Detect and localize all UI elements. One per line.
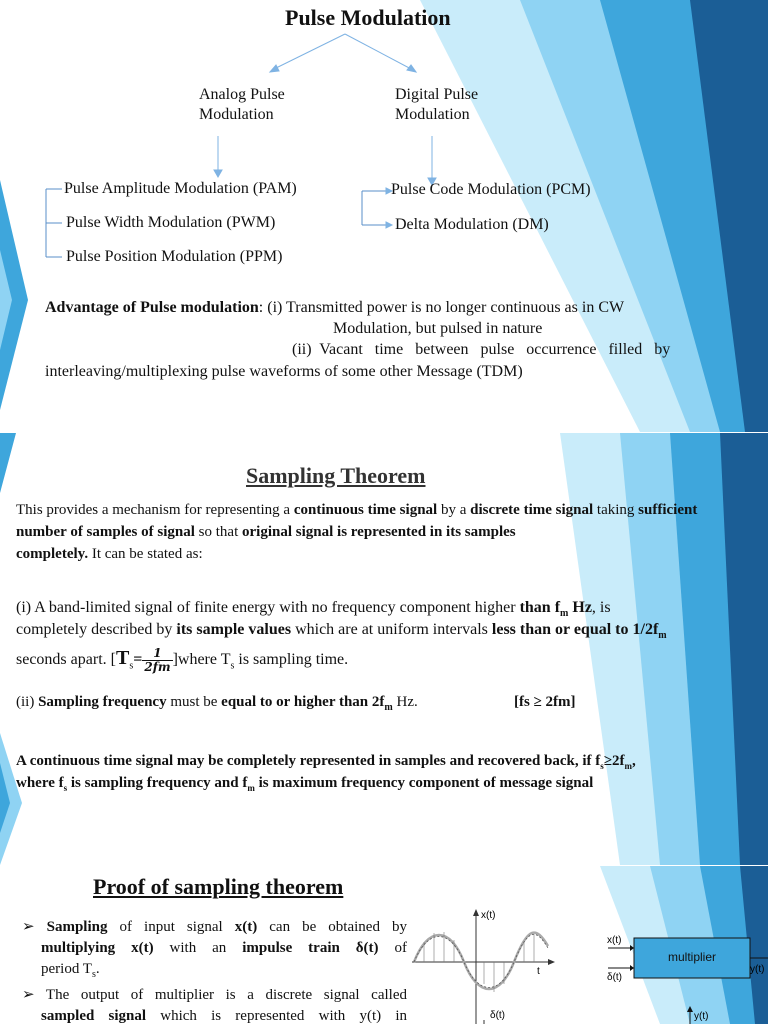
bullet-bold: sampled signal [41,1008,147,1024]
conclusion-text: is maximum frequency component of message signal [254,775,594,791]
bullet-arrow-icon: ➢ [22,987,46,1003]
bullet-text: which is represented with y(t) in [146,1008,408,1024]
bullet-arrow-icon: ➢ [22,919,47,935]
stmt-text: Hz. [392,694,418,710]
input-arrow-icon [630,945,634,951]
advantage-line4: interleaving/multiplexing pulse waveforms of some other Message (TDM) [45,363,523,380]
bullet1-line1 [22,917,407,938]
input-delta-label: δ(t) [607,972,623,983]
intro-text: so that [194,524,243,540]
intro-bold: completely. [16,546,89,562]
intro-bold: discrete time signal [470,502,594,518]
list-item-pam: Pulse Amplitude Modulation (PAM) [64,180,297,197]
slide-proof-sampling [0,866,768,1024]
advantage-line3: (ii) Vacant time between pulse occurrence filled by [292,341,671,358]
intro-text: taking [593,502,639,518]
stmt-bold: less than or equal to 1/2f [491,621,659,638]
x-label: x(t) [481,910,496,921]
stmt-sub: s [230,660,235,672]
bullet2-line1 [22,985,407,1006]
stmt-sub: m [658,630,667,642]
list-item-pcm: Pulse Code Modulation (PCM) [391,181,591,198]
conclusion-text: where f [16,775,64,791]
intro-paragraph [16,499,716,565]
statement1-line3 [16,647,348,674]
output-graph-label: y(t) [694,1011,709,1022]
statement1-line2 [16,621,667,641]
output-axis-arrow-icon [687,1006,693,1012]
input-arrow-icon [630,965,634,971]
statement1-line1 [16,599,611,619]
intro-text: This provides a mechanism for representing a [16,502,294,518]
stmt-text: must be [166,694,222,710]
bullet1-line3 [22,959,407,985]
stmt-bold: its sample values [176,621,292,638]
analog-heading-line2: Modulation [199,106,274,123]
conclusion-text: is sampling frequency and f [67,775,248,791]
list-item-ppm: Pulse Position Modulation (PPM) [66,248,283,265]
stmt-text: seconds apart. [ [16,651,116,669]
list-item-pwm: Pulse Width Modulation (PWM) [66,214,276,231]
stmt-sub: m [384,702,393,713]
fraction-numerator: 1 [142,647,172,661]
proof-title: Proof of sampling theorem [93,874,344,899]
statement2-formula [514,694,576,711]
stmt-text: , is [591,599,611,616]
list-item-dm: Delta Modulation (DM) [395,216,549,233]
t-label: t [537,966,540,977]
multiplier-diagram [604,926,768,1024]
advantage-label: Advantage of Pulse modulation [45,299,259,316]
digital-heading-line2: Modulation [395,106,470,123]
y-axis-arrow-icon [473,909,479,916]
bullet-bold: multiplying x(t) [41,940,154,956]
ts-symbol: T [115,647,130,670]
advantage-point1: : (i) Transmitted power is no longer continuous as in CW [258,299,625,316]
bullet-bold: Sampling [46,919,108,935]
bullet-text: can be obtained by [257,919,407,935]
stmt-text: ]where T [172,651,231,669]
analog-heading-line1: Analog Pulse [199,86,285,103]
bullet-bold: impulse train δ(t) [242,940,379,956]
conclusion-line2 [16,775,593,793]
bullet-text: of [378,940,407,956]
intro-text: It can be stated as: [88,546,203,562]
multiplier-label: multiplier [667,950,717,964]
digital-heading-line1: Digital Pulse [395,86,479,103]
signal-graph [410,906,560,1024]
stmt-text: which are at uniform intervals [291,621,492,638]
conclusion-text: , [632,753,636,769]
stmt-text: (ii) [16,694,39,710]
stmt-text: completely described by [16,621,177,638]
statement2 [16,694,418,713]
conclusion-sub: s [63,783,68,793]
fraction [142,647,172,674]
conclusion-line1 [16,753,636,771]
intro-bold: sufficient number of samples of signal [16,502,698,540]
fraction-denominator: 2fm [144,660,171,674]
bullet-bold: x(t) [234,919,258,935]
stmt-sub: s [129,660,134,672]
conclusion-text: A continuous time signal may be completely represented in samples and recovered back, if f [16,753,601,769]
x-axis-arrow-icon [548,959,555,965]
stmt-text: (i) A band-limited signal of finite energy with no frequency component higher [16,599,520,616]
stmt-sub: m [560,608,569,620]
stmt-bold: Sampling frequency [38,694,167,710]
bullet-text: . [95,961,100,977]
section-title: Sampling Theorem [246,463,426,488]
digital-pulse-heading [395,85,478,125]
output-label: y(t) [750,964,765,975]
bullet-sub: s [91,969,96,980]
bullet-text: of input signal [107,919,235,935]
intro-bold: original signal is represented in its samples [242,524,516,540]
bullet-text: period T [41,961,92,977]
formula-bold: [fs ≥ 2fm] [514,694,576,710]
stmt-text: is sampling time. [234,651,349,669]
conclusion-text: ≥2f [603,753,625,769]
bullet-text: with an [153,940,243,956]
stmt-bold: than f [519,599,561,616]
page-title: Pulse Modulation [285,5,451,30]
bullet-sampling [22,917,407,1024]
input-x-label: x(t) [607,935,622,946]
bullet2-line2 [22,1006,407,1024]
intro-bold: continuous time signal [293,502,438,518]
stmt-bold: equal to or higher than 2f [221,694,385,710]
slide-pulse-modulation [0,0,768,432]
conclusion-sub: m [247,783,255,793]
intro-text: by a [437,502,471,518]
conclusion-sub: m [624,761,633,771]
analog-pulse-heading [199,85,285,125]
delta-label: δ(t) [490,1010,506,1021]
stmt-bold: Hz [568,599,592,616]
advantage-line1 [45,299,624,317]
eq-symbol: = [133,651,143,669]
bullet-text: The output of multiplier is a discrete signal called [45,987,407,1003]
advantage-line2: Modulation, but pulsed in nature [333,320,543,337]
slide-sampling-theorem [0,433,768,865]
conclusion-sub: s [600,761,604,771]
bullet1-line2 [22,938,407,959]
